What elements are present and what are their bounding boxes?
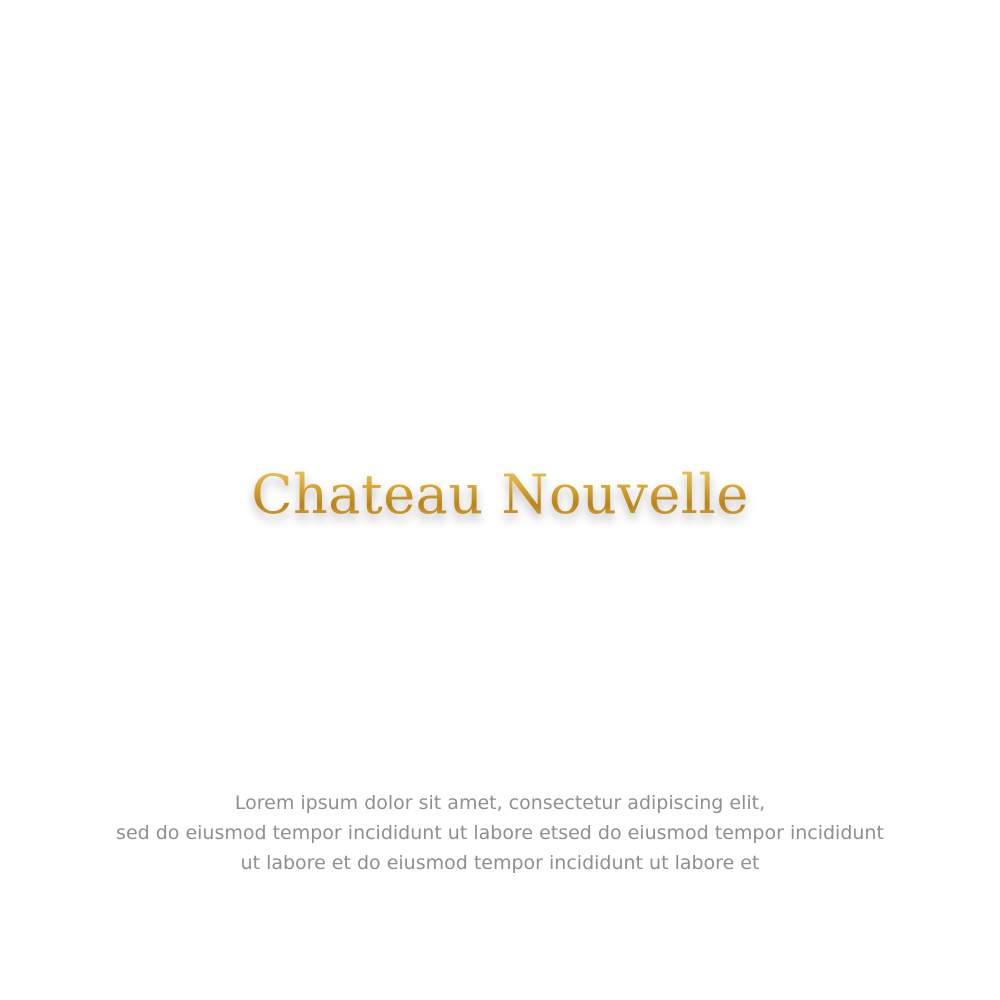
- tagline-line-3: ut labore et do eiusmod tempor incididunt ut labore et: [240, 852, 760, 874]
- tagline-line-2: sed do eiusmod tempor incididunt ut labore etsed do eiusmod tempor incididunt: [116, 822, 884, 844]
- tagline: [40, 788, 960, 878]
- brand-wordmark: Chateau Nouvelle: [0, 455, 1000, 535]
- tagline-line-1: Lorem ipsum dolor sit amet, consectetur adipiscing elit,: [234, 792, 766, 814]
